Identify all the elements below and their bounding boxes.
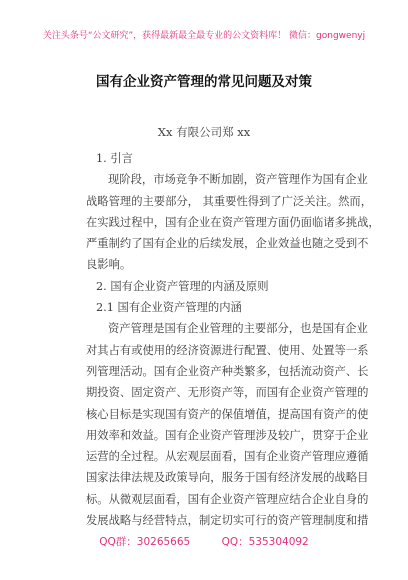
paragraph-line: 期投资、固定资产、无形资产等，而国有企业资产管理的 xyxy=(86,386,369,400)
paragraph-line: 在实践过程中，国有企业在资产管理方面仍面临诸多挑战， xyxy=(86,215,380,229)
qq-group-number: QQ群：30265665 xyxy=(99,536,191,548)
document-title: 国有企业资产管理的常见问题及对策 xyxy=(96,74,312,90)
subsection-heading: 2.1 国有企业资产管理的内涵 xyxy=(96,301,242,315)
paragraph-line: 用效率和效益。国有企业资产管理涉及较广，贯穿于企业 xyxy=(86,428,369,442)
qq-number: QQ：535304092 xyxy=(221,536,309,548)
paragraph-line: 现阶段，市场竞争不断加剧，资产管理作为国有企业 xyxy=(108,173,368,187)
paragraph-line: 良影响。 xyxy=(86,258,132,272)
paragraph-line: 国家法律法规及政策导向，服务于国有经济发展的战略目 xyxy=(86,471,369,485)
paragraph-line: 运营的全过程。从宏观层面看，国有企业资产管理应遵循 xyxy=(86,450,369,464)
section-heading: 2. 国有企业资产管理的内涵及原则 xyxy=(96,279,269,293)
paragraph-line: 核心目标是实现国有资产的保值增值，提高国有资产的使 xyxy=(86,407,369,421)
footer-contact xyxy=(0,534,408,549)
paragraph-line: 发展战略与经营特点，制定切实可行的资产管理制度和措 xyxy=(86,514,369,528)
header-note: 关注头条号“公文研究”，获得最新最全最专业的公文资料库！ 微信：gongwenyj xyxy=(42,31,366,41)
author-line: Xx 有限公司郑 xx xyxy=(157,125,251,139)
paragraph-line: 列管理活动。国有企业资产种类繁多，包括流动资产、长 xyxy=(86,364,369,378)
paragraph-line: 标。从微观层面看，国有企业资产管理应结合企业自身的 xyxy=(86,492,369,506)
paragraph-line: 对其占有或使用的经济资源进行配置、使用、处置等一系 xyxy=(86,343,369,357)
paragraph-line: 严重制约了国有企业的后续发展，企业效益也随之受到不 xyxy=(86,237,369,251)
paragraph-line: 资产管理是国有企业管理的主要部分，也是国有企业 xyxy=(108,322,368,336)
paragraph-line: 战略管理的主要部分， 其重要性得到了广泛关注。然而， xyxy=(86,194,373,208)
document-body xyxy=(86,148,380,531)
section-heading: 1. 引言 xyxy=(96,152,133,165)
